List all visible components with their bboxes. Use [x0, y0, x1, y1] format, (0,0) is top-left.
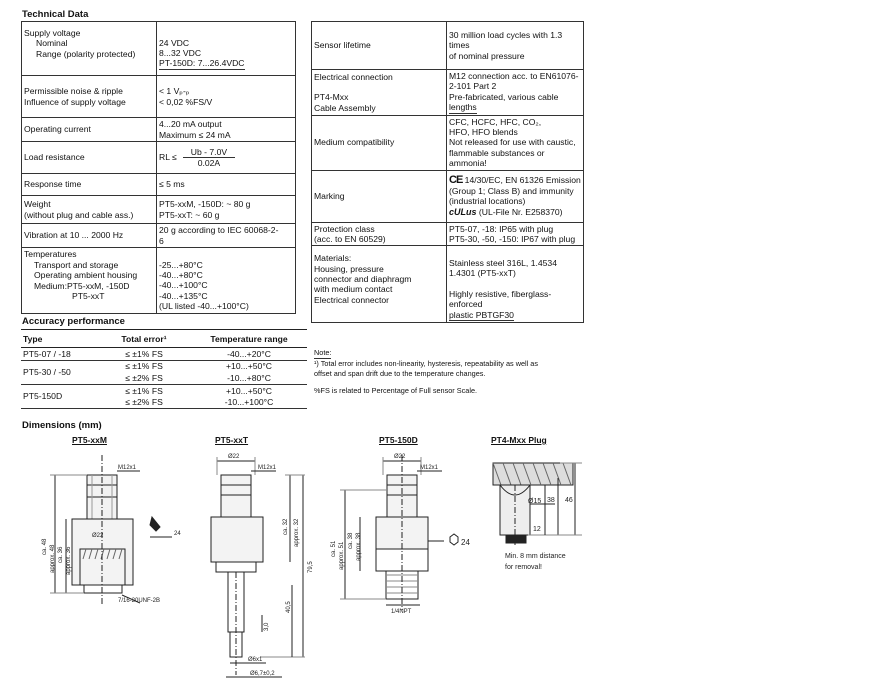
- note-block: [314, 348, 604, 396]
- spec-label: [22, 76, 157, 118]
- dim-label: M12x1: [118, 465, 137, 471]
- spec-value: [157, 174, 296, 196]
- spec-value: [447, 115, 584, 170]
- ce-mark: CE: [449, 174, 463, 187]
- spec-value: [157, 142, 296, 174]
- cell-line: Nominal: [36, 38, 68, 49]
- spec-label: [312, 70, 447, 116]
- spec-value: [157, 248, 296, 314]
- spec-label: [22, 196, 157, 224]
- dim-label: Ø15: [528, 498, 542, 505]
- dim-label: 3,0: [264, 622, 270, 631]
- accuracy-title: Accuracy performance: [22, 316, 125, 327]
- dim-label: Ø6x1: [248, 657, 263, 663]
- spec-value: [447, 222, 584, 246]
- cell-line: 1.4301 (PT5-xxT): [449, 268, 516, 279]
- cell-line: 8...32 VDC: [159, 47, 202, 58]
- cell-line: Highly resistive, fiberglass-enforced: [449, 289, 552, 310]
- cell-line: Supply voltage: [24, 27, 81, 38]
- cell-line: with medium contact: [314, 284, 393, 295]
- cell-line: [449, 279, 581, 289]
- drawing-title-pt5-150d: PT5-150D: [379, 435, 418, 445]
- dim-label: 40,5: [286, 601, 292, 613]
- dim-label: ca. 36: [58, 546, 64, 563]
- cell-line: 2-101 Part 2: [449, 81, 497, 92]
- dim-label: 79,5: [308, 561, 314, 573]
- cell-line: Load resistance: [24, 152, 85, 163]
- cell-line: PT5-xxM, -150D: ~ 80 g: [159, 199, 251, 210]
- dim-label: approx. 38: [356, 532, 362, 561]
- cell-line: Maximum ≤ 24 mA: [159, 129, 231, 140]
- accuracy-header-range: Temperature range: [191, 330, 307, 348]
- cell-line: -40...+135°C: [159, 290, 208, 301]
- accuracy-total-error: ≤ ±2% FS: [97, 396, 191, 408]
- cell-line: [314, 82, 444, 92]
- spec-value: [447, 70, 584, 116]
- cell-line: 20 g according to IEC 60068-2-: [159, 225, 279, 236]
- spec-label: [312, 22, 447, 70]
- cell-line: 4...20 mA output: [159, 119, 222, 130]
- cell-line: 14/30/EC, EN 61326 Emission: [464, 175, 581, 186]
- cell-line: Temperatures: [24, 249, 77, 260]
- spec-row: [22, 248, 296, 314]
- spec-label: [312, 170, 447, 222]
- accuracy-row: [21, 348, 307, 361]
- left-spec-table: [21, 21, 296, 314]
- dim-label: 7/16-20UNF-2B: [118, 598, 161, 604]
- note-line-1: ¹) Total error includes non-linearity, hysteresis, repeatability as well as: [314, 359, 539, 368]
- spec-row: [22, 174, 296, 196]
- spec-label: [22, 22, 157, 76]
- cell-line: (acc. to EN 60529): [314, 234, 386, 245]
- cell-line: PT5-xxT: [72, 290, 105, 301]
- accuracy-header-type: Type: [21, 330, 97, 348]
- cell-line: 30 million load cycles with 1.3 times: [449, 29, 563, 51]
- dim-label: ca. 38: [348, 532, 354, 549]
- spec-row: [22, 76, 296, 118]
- spec-label: [22, 174, 157, 196]
- note-fs: %FS is related to Percentage of Full sensor Scale.: [314, 386, 478, 395]
- accuracy-total-error: ≤ ±1% FS: [97, 348, 191, 361]
- dim-label: Ø6,7±0,2: [250, 671, 275, 677]
- spec-row: [22, 22, 296, 76]
- cell-line: -40...+100°C: [159, 280, 208, 291]
- dim-label: approx. 48: [50, 544, 56, 573]
- spec-label: [22, 248, 157, 314]
- technical-data-title: Technical Data: [22, 9, 89, 20]
- cell-line: [24, 301, 154, 311]
- cell-line: Cable Assembly: [314, 102, 376, 113]
- cell-line: Permissible noise & ripple: [24, 86, 123, 97]
- spec-label: [22, 142, 157, 174]
- cell-line: Operating current: [24, 124, 91, 135]
- cell-line: Materials:: [314, 253, 352, 264]
- cell-line: PT4-Mxx: [314, 92, 349, 103]
- formula-denominator: 0.02A: [197, 158, 221, 168]
- accuracy-header-total: Total error¹: [97, 330, 191, 348]
- formula-numerator: Ub - 7.0V: [183, 147, 235, 158]
- ul-mark: cULus: [449, 206, 477, 217]
- cell-line: < 1 Vₚ-ₚ: [159, 86, 190, 97]
- cell-line: Sensor lifetime: [314, 40, 371, 51]
- cell-line: PT5-07, -18: IP65 with plug: [449, 223, 554, 234]
- formula-fraction: [183, 147, 235, 169]
- dim-label: approx. 51: [339, 541, 345, 570]
- cell-line: ≤ 5 ms: [159, 179, 185, 190]
- cell-line: Range (polarity protected): [36, 48, 136, 59]
- dim-label: 1/4NPT: [391, 609, 412, 615]
- accuracy-total-error: ≤ ±2% FS: [97, 372, 191, 384]
- spec-value: [447, 246, 584, 323]
- spec-value: [157, 224, 296, 248]
- cell-line: lengths: [449, 102, 477, 113]
- dim-label: M12x1: [258, 465, 277, 471]
- cell-line: (industrial locations): [449, 196, 526, 207]
- cell-line: HFO, HFO blends: [449, 127, 518, 138]
- accuracy-row: [21, 384, 307, 396]
- spec-value: [447, 22, 584, 70]
- cell-line: [24, 59, 154, 69]
- accuracy-type: PT5-150D: [21, 384, 97, 408]
- pt5-xxm-drawing: [50, 455, 172, 605]
- dim-label: approx. 32: [294, 518, 300, 547]
- accuracy-temp-range: -10...+80°C: [191, 372, 307, 384]
- accuracy-header-row: [21, 330, 307, 348]
- spec-row: [312, 70, 584, 116]
- spec-label: [312, 246, 447, 323]
- cell-line: 6: [159, 235, 164, 246]
- spec-label: [22, 118, 157, 142]
- dimensions-title: Dimensions (mm): [22, 420, 102, 431]
- cell-line: PT5-xxT: ~ 60 g: [159, 209, 220, 220]
- pt5-150d-drawing: [340, 455, 458, 610]
- cell-line: [314, 305, 444, 315]
- cell-line: Vibration at 10 ... 2000 Hz: [24, 230, 124, 241]
- spec-label: [312, 115, 447, 170]
- cell-line: Operating ambient housing: [34, 270, 138, 281]
- accuracy-temp-range: +10...+50°C: [226, 385, 272, 396]
- dim-label: 12: [533, 526, 541, 533]
- dim-label: 38: [547, 497, 555, 504]
- note-title: Note:: [314, 348, 332, 357]
- spec-row: [312, 222, 584, 246]
- drawing-title-pt5-xxm: PT5-xxM: [72, 435, 107, 445]
- spec-row: [312, 246, 584, 323]
- spec-row: [22, 142, 296, 174]
- cell-line: (UL-File Nr. E258370): [478, 206, 563, 217]
- spec-value: [447, 170, 584, 222]
- note-line-2: offset and span drift due to the temperature changes.: [314, 369, 486, 378]
- cell-line: [449, 247, 581, 257]
- drawing-title-pt5-xxt: PT5-xxT: [215, 435, 249, 445]
- spec-row: [22, 196, 296, 224]
- accuracy-type: PT5-07 / -18: [21, 348, 97, 361]
- accuracy-total-error: ≤ ±1% FS: [125, 385, 163, 396]
- cell-line: Response time: [24, 179, 82, 190]
- cell-line: of nominal pressure: [449, 50, 525, 61]
- cell-line: -40...+80°C: [159, 270, 203, 281]
- dim-label: ca. 51: [331, 540, 337, 557]
- dimension-drawings: [0, 445, 881, 700]
- spec-row: [312, 170, 584, 222]
- dim-label: Ø22: [228, 454, 240, 460]
- cell-line: PT-150D: 7...26.4VDC: [159, 58, 245, 69]
- cell-line: connector and diaphragm: [314, 273, 412, 284]
- cell-line: Protection class: [314, 223, 375, 234]
- cell-line: PT5-30, -50, -150: IP67 with plug: [449, 234, 576, 245]
- cell-line: -25...+80°C: [159, 259, 203, 270]
- dim-label: ca. 48: [42, 538, 48, 555]
- accuracy-temp-range: -40...+20°C: [191, 348, 307, 361]
- cell-line: Pre-fabricated, various cable: [449, 91, 559, 102]
- cell-line: Housing, pressure: [314, 263, 384, 274]
- dim-label: 46: [565, 497, 573, 504]
- formula-lhs: RL ≤: [159, 152, 177, 163]
- spec-value: [157, 22, 296, 76]
- cell-line: Stainless steel 316L, 1.4534: [449, 257, 557, 268]
- cell-line: Electrical connection: [314, 71, 393, 82]
- dim-label: M12x1: [420, 465, 439, 471]
- cell-line: plastic PBTGF30: [449, 309, 514, 320]
- dim-label: 24: [174, 531, 181, 537]
- cell-line: [159, 249, 293, 259]
- cell-line: Weight: [24, 199, 51, 210]
- cell-line: Transport and storage: [34, 259, 119, 270]
- pt5-xxt-drawing: [211, 457, 305, 677]
- cell-line: Marking: [314, 190, 345, 201]
- cell-line: [159, 27, 293, 37]
- accuracy-table: [21, 329, 307, 409]
- spec-row: [22, 118, 296, 142]
- dim-label: approx. 36: [66, 546, 72, 575]
- spec-label: [312, 222, 447, 246]
- spec-row: [22, 224, 296, 248]
- spec-value: [157, 118, 296, 142]
- right-spec-table: [311, 21, 584, 323]
- accuracy-temp-range: +10...+50°C: [226, 361, 272, 372]
- dim-label: Ø22: [394, 454, 406, 460]
- cell-line: (Group 1; Class B) and immunity: [449, 185, 574, 196]
- cell-line: (without plug and cable ass.): [24, 209, 134, 220]
- cell-line: Medium compatibility: [314, 137, 395, 148]
- cell-line: Medium:PT5-xxM, -150D: [34, 280, 130, 291]
- cell-line: (UL listed -40...+100°C): [159, 301, 249, 312]
- spec-value: [157, 196, 296, 224]
- dim-label: Ø22: [92, 533, 104, 539]
- dim-label: ca. 32: [283, 518, 289, 535]
- drawing-title-pt4-plug: PT4-Mxx Plug: [491, 435, 547, 445]
- cell-line: CFC, HCFC, HFC, CO₂,: [449, 116, 542, 127]
- plug-note-line-1: Min. 8 mm distance: [505, 553, 566, 560]
- cell-line: 24 VDC: [159, 37, 190, 48]
- accuracy-type: PT5-30 / -50: [21, 360, 97, 384]
- dim-label: 24: [461, 538, 470, 547]
- spec-value: [157, 76, 296, 118]
- cell-line: < 0,02 %FS/V: [159, 96, 213, 107]
- spec-row: [312, 22, 584, 70]
- spec-label: [22, 224, 157, 248]
- accuracy-row: [21, 360, 307, 372]
- plug-note-line-2: for removal!: [505, 564, 542, 571]
- cell-line: Influence of supply voltage: [24, 96, 126, 107]
- accuracy-temp-range: -10...+100°C: [191, 396, 307, 408]
- spec-row: [312, 115, 584, 170]
- cell-line: Not released for use with caustic,: [449, 137, 576, 148]
- cell-line: flammable substances or ammonia!: [449, 147, 545, 169]
- cell-line: M12 connection acc. to EN61076-: [449, 71, 579, 81]
- accuracy-total-error: ≤ ±1% FS: [125, 361, 163, 372]
- cell-line: Electrical connector: [314, 294, 389, 305]
